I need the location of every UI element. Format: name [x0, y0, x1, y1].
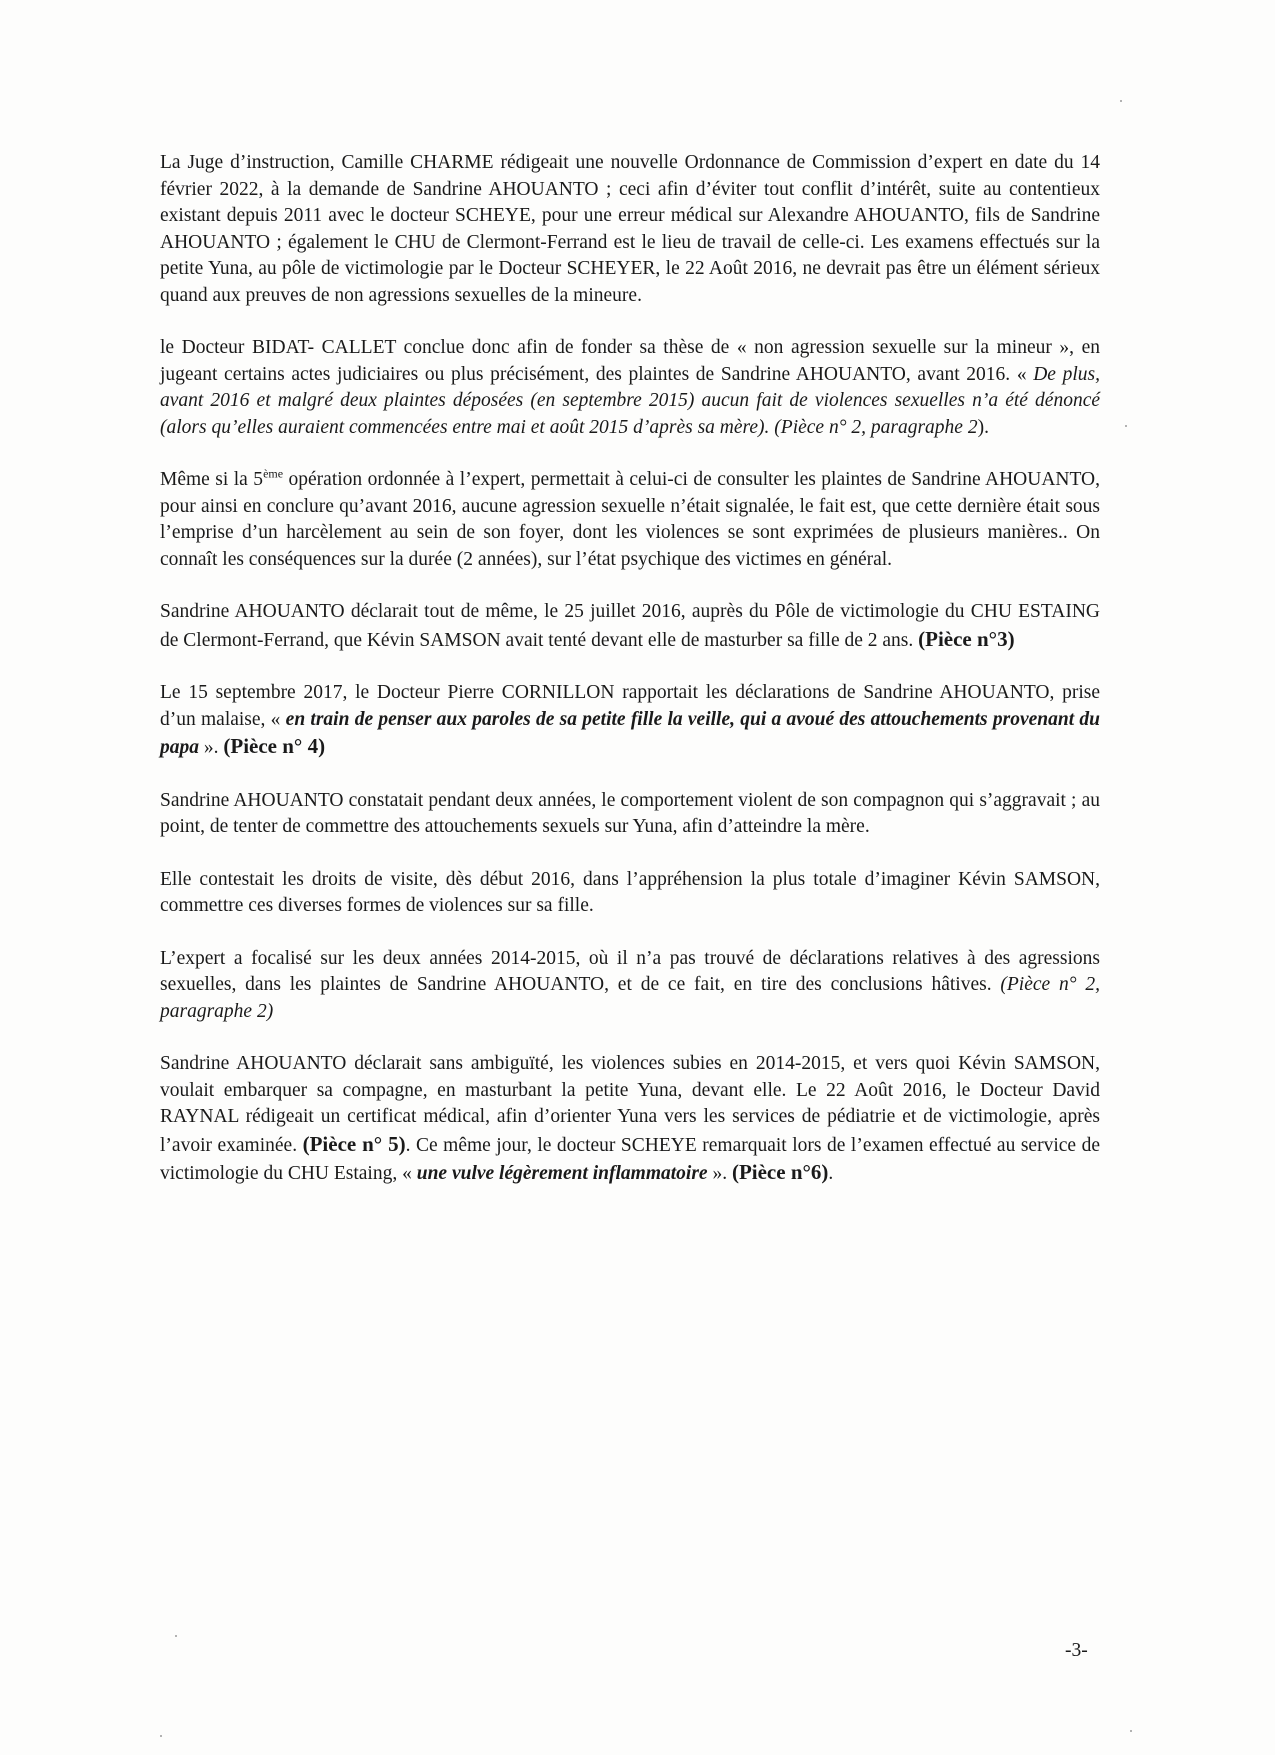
exhibit-reference: (Pièce n° 5) — [302, 1131, 406, 1156]
paragraph-text: Même si la 5 — [160, 469, 264, 490]
paragraph-text: (Pièce n° 2, paragraphe 2) — [160, 974, 1100, 1022]
exhibit-reference: (Pièce n° 4) — [223, 734, 326, 758]
paragraph-text: ). — [977, 416, 989, 438]
paragraph — [160, 599, 1100, 654]
paragraph-text: opération ordonnée à l’expert, permettait à celui-ci de consulter les plaintes de Sandrine AHOUANTO, pour ainsi en conclure qu’avant 2016, aucune agression sexuelle n’était signalée, le fait est, que cette dernière était sous l’emprise d’un harcèlement au sein de son foyer, dont les violences se sont exprimées de plusieurs manières.. On connaît les conséquences sur la durée (2 années), sur l’état psychique des victimes en général. — [160, 469, 1100, 570]
paragraph-text: une vulve légèrement inflammatoire — [416, 1163, 708, 1184]
paragraph — [160, 680, 1100, 762]
paragraph — [160, 150, 1100, 309]
paragraph — [160, 335, 1100, 441]
scan-speck — [160, 1735, 162, 1737]
paragraph-text: Elle contestait les droits de visite, dès début 2016, dans l’appréhension la plus totale d’imaginer Kévin SAMSON, commettre ces diverses formes de violences sur sa fille. — [160, 868, 1100, 916]
paragraph-text: La Juge d’instruction, Camille CHARME rédigeait une nouvelle Ordonnance de Commission d’expert en date du 14 février 2022, à la demande de Sandrine AHOUANTO ; ceci afin d’éviter tout conflit d’intérêt, suite au contentieux existant depuis 2011 avec le docteur SCHEYE, pour une erreur médical sur Alexandre AHOUANTO, fils de Sandrine AHOUANTO ; également le CHU de Clermont-Ferrand est le lieu de travail de celle-ci. Les examens effectués sur la petite Yuna, au pôle de victimologie par le Docteur SCHEYER, le 22 Août 2016, ne devrait pas être un élément sérieux quand aux preuves de non agressions sexuelles de la mineure. — [160, 152, 1100, 306]
paragraph-text: Le 15 septembre 2017, le Docteur Pierre CORNILLON rapportait les déclarations de Sandrine AHOUANTO, prise d’un malaise, « — [160, 682, 1100, 730]
paragraph — [160, 867, 1100, 920]
exhibit-reference: (Pièce n°3) — [918, 626, 1015, 651]
paragraph-text: Sandrine AHOUANTO constatait pendant deux années, le comportement violent de son compagnon qui s’aggravait ; au point, de tenter de commettre des attouchements sexuels sur Yuna, afin d’atteindre la mère. — [160, 789, 1100, 837]
paragraph-text: Sandrine AHOUANTO déclarait sans ambiguïté, les violences subies en 2014-2015, et vers quoi Kévin SAMSON, voulait embarquer sa compagne, en masturbant la petite Yuna, devant elle. Le 22 Août 2016, le Docteur David RAYNAL rédigeait un certificat médical, afin d’orienter Yuna vers les services de pédiatrie et de victimologie, après l’avoir examinée. — [160, 1053, 1100, 1156]
page-number: -3- — [1065, 1640, 1088, 1661]
scan-speck — [1120, 100, 1122, 102]
paragraph — [160, 1051, 1100, 1188]
exhibit-reference: (Pièce n°6) — [731, 1160, 829, 1184]
superscript-text: ème — [263, 466, 284, 481]
paragraph-text: De plus, avant 2016 et malgré deux plaintes déposées (en septembre 2015) aucun fait de violences sexuelles n’a été dénoncé (alors qu’elles auraient commencées entre mai et août 2015 d’après sa mère). (Pièce n° 2, paragraphe 2 — [160, 363, 1100, 438]
paragraph — [160, 788, 1100, 841]
paragraph-text: le Docteur BIDAT- CALLET conclue donc afin de fonder sa thèse de « non agression sexuelle sur la mineur », en jugeant certains actes judiciaires ou plus précisément, des plaintes de Sandrine AHOUANTO, avant 2016. « — [160, 337, 1100, 385]
document-body — [160, 150, 1100, 1214]
paragraph — [160, 467, 1100, 573]
paragraph-text: Sandrine AHOUANTO déclarait tout de même, le 25 juillet 2016, auprès du Pôle de victimologie du CHU ESTAING de Clermont-Ferrand, que Kévin SAMSON avait tenté devant elle de masturber sa fille de 2 ans. — [160, 601, 1100, 651]
paragraph — [160, 946, 1100, 1026]
scan-speck — [1125, 425, 1127, 427]
paragraph-text: . — [828, 1163, 834, 1184]
scan-speck — [1130, 1730, 1132, 1732]
scan-speck — [175, 1635, 177, 1637]
paragraph-text: ». — [199, 737, 224, 758]
paragraph-text: ». — [707, 1163, 732, 1184]
paragraph-text: . Ce même jour, le docteur SCHEYE remarquait lors de l’examen effectué au service de victimologie du CHU Estaing, « — [160, 1134, 1100, 1184]
paragraph-text: L’expert a focalisé sur les deux années 2014-2015, où il n’a pas trouvé de déclarations relatives à des agressions sexuelles, dans les plaintes de Sandrine AHOUANTO, et de ce fait, en tire des conclusions hâtives. — [160, 947, 1100, 995]
paragraph-text: en train de penser aux paroles de sa petite fille la veille, qui a avoué des attouchements provenant du papa — [160, 708, 1100, 758]
